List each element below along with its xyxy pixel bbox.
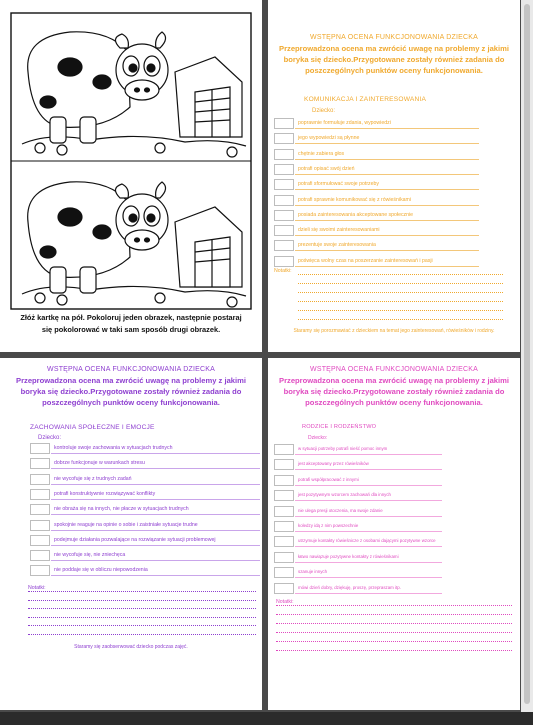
viewer-bottom-bar <box>0 712 533 725</box>
checklist-item <box>274 179 479 190</box>
notes-line[interactable] <box>298 283 503 284</box>
checklist-item <box>274 490 442 501</box>
checklist-underline <box>295 454 442 455</box>
notes-line[interactable] <box>276 632 512 633</box>
checklist-item-label: nie wycofuje się, nie zniechęca <box>54 552 126 559</box>
checkbox-cell[interactable] <box>274 195 294 206</box>
checklist-item-label: spokojnie reaguje na opinie o sobie i zaistniałe sytuacje trudne <box>54 521 198 528</box>
checkbox-cell[interactable] <box>274 490 294 501</box>
checklist-item-label: w sytuacji potrzeby potrafi nieść pomoc innym <box>298 446 388 451</box>
checklist-underline <box>51 545 260 546</box>
dziecko-label: Dziecko: <box>38 435 62 441</box>
checkbox-cell[interactable] <box>30 535 50 546</box>
checklist-item <box>274 552 442 563</box>
checklist-item <box>30 565 260 576</box>
checklist-item-label: kontroluje swoje zachowania w sytuacjach trudnych <box>54 445 173 451</box>
checklist-underline <box>295 266 479 267</box>
checklist-item-label: poświęca wolny czas na poszerzanie zainteresowań i pasji <box>298 257 433 264</box>
checklist-item-label: potrafi konstruktywnie rozwiązywać konflikty <box>54 490 156 497</box>
section-heading: KOMUNIKACJA I ZAINTERESOWANIA <box>304 96 427 103</box>
notes-line[interactable] <box>28 625 256 626</box>
dziecko-label: Dziecko: <box>312 108 336 114</box>
checklist-underline <box>295 235 479 236</box>
checklist-item-label: nie poddaje się w obliczu niepowodzenia <box>54 567 148 574</box>
checklist-underline <box>295 159 479 160</box>
notes-line[interactable] <box>28 634 256 635</box>
checkbox-cell[interactable] <box>274 583 294 594</box>
checklist-item <box>30 458 260 469</box>
checklist-item-label: nie wycofuje się z trudnych zadań <box>54 475 132 482</box>
checklist-item-label: potrafi sformułować swoje potrzeby <box>298 181 380 188</box>
checklist-item-label: dobrze funkcjonuje w warunkach stresu <box>54 460 145 467</box>
checklist-item <box>30 550 260 561</box>
page-footer: Staramy się porozmawiać z dzieckiem na temat jego zainteresowań, rówieśników i rodziny. <box>293 328 495 334</box>
checklist-underline <box>295 174 479 175</box>
checkbox-cell[interactable] <box>274 240 294 251</box>
checkbox-cell[interactable] <box>274 149 294 160</box>
checkbox-cell[interactable] <box>30 520 50 531</box>
section-heading: ZACHOWANIA SPOŁECZNE I EMOCJE <box>30 424 155 431</box>
cow-illustrations <box>10 12 252 312</box>
checklist-underline <box>51 468 260 469</box>
checklist-item-label: jego wypowiedzi są płynne <box>298 135 360 142</box>
notes-line[interactable] <box>276 605 512 606</box>
checklist-item <box>274 164 479 175</box>
checklist-item-label: koledzy idą z nim powszechnie <box>298 523 359 528</box>
checkbox-cell[interactable] <box>274 521 294 532</box>
notes-line[interactable] <box>28 600 256 601</box>
checkbox-cell[interactable] <box>30 458 50 469</box>
checkbox-cell[interactable] <box>30 550 50 561</box>
notes-line[interactable] <box>298 292 503 293</box>
coloring-page <box>0 0 262 352</box>
checklist-item <box>274 225 479 236</box>
notes-line[interactable] <box>276 614 512 615</box>
checklist-item <box>274 133 479 144</box>
checklist-underline <box>51 484 260 485</box>
checklist-underline <box>295 500 442 501</box>
checklist-item <box>274 459 442 470</box>
checklist-item <box>274 506 442 517</box>
checklist-item <box>274 444 442 455</box>
checklist-item <box>274 521 442 532</box>
checklist-item <box>30 504 260 515</box>
checklist-underline <box>295 562 442 563</box>
checklist-underline <box>295 128 479 129</box>
communication-assessment-page <box>268 0 520 352</box>
notes-label: Notatki: <box>274 268 292 274</box>
checkbox-cell[interactable] <box>30 443 50 454</box>
checklist-item-label: chętnie zabiera głos <box>298 150 345 157</box>
checklist-item <box>30 489 260 500</box>
checklist-item-label: mówi dzień dobry, dziękuję, proszę, przepraszam itp. <box>298 584 401 590</box>
page-intro: Przeprowadzona ocena ma zwrócić uwagę na problemy z jakimi boryka się dziecko.Przygotowane zostały również zadania do poszczególnych punktów oceny funkcjonowania. <box>279 376 509 407</box>
coloring-instruction: Złóż kartkę na pół. Pokoloruj jeden obrazek, następnie postaraj się pokolorować w taki sam sposób drugi obrazek. <box>20 313 242 334</box>
social-emotions-assessment-page <box>0 358 262 710</box>
checkbox-cell[interactable] <box>274 567 294 578</box>
checkbox-cell[interactable] <box>274 179 294 190</box>
scrollbar-thumb[interactable] <box>524 4 530 704</box>
checkbox-cell[interactable] <box>274 256 294 267</box>
checklist-item <box>274 240 479 251</box>
checklist-item <box>274 475 442 486</box>
checklist-underline <box>295 593 442 594</box>
checklist-item <box>274 149 479 160</box>
checklist-item <box>274 583 442 594</box>
checklist-item <box>274 118 479 129</box>
section-heading: RODZICE I RODZEŃSTWO <box>302 424 377 430</box>
checkbox-cell[interactable] <box>274 118 294 129</box>
checkbox-cell[interactable] <box>274 225 294 236</box>
checklist-item-label: potrafi współpracować z innymi <box>298 476 359 482</box>
checkbox-cell[interactable] <box>30 489 50 500</box>
checklist-underline <box>51 514 260 515</box>
checklist-item-label: jest akceptowany przez rówieśników <box>298 461 369 467</box>
dziecko-label: Dziecko: <box>308 435 328 441</box>
checkbox-cell[interactable] <box>274 459 294 470</box>
checklist-underline <box>51 575 260 576</box>
checklist-item <box>274 536 442 547</box>
checklist-underline <box>51 560 260 561</box>
checkbox-cell[interactable] <box>30 504 50 515</box>
checklist-underline <box>51 453 260 454</box>
checklist-underline <box>295 220 479 221</box>
checkbox-cell[interactable] <box>274 444 294 455</box>
notes-line[interactable] <box>298 274 503 275</box>
checklist-item-label: potrafi sprawnie komunikować się z rówieśnikami <box>298 196 412 203</box>
checklist-item-label: nie obraża się na innych, nie płacze w sytuacjach trudnych <box>54 506 189 513</box>
checklist-item <box>30 520 260 531</box>
checklist-item-label: nie ulega presji otoczenia, ma swoje zdanie <box>298 507 383 513</box>
checkbox-cell[interactable] <box>274 210 294 221</box>
checklist-item <box>30 535 260 546</box>
checkbox-cell[interactable] <box>274 536 294 547</box>
checkbox-cell[interactable] <box>274 133 294 144</box>
page-intro: Przeprowadzona ocena ma zwrócić uwagę na problemy z jakimi boryka się dziecko.Przygotowane zostały również zadania do poszczególnych punktów oceny funkcjonowania. <box>279 44 509 75</box>
checklist-item-label: dzieli się swoimi zainteresowaniami <box>298 227 380 234</box>
checklist-underline <box>295 205 479 206</box>
checkbox-cell[interactable] <box>274 552 294 563</box>
checklist-underline <box>295 485 442 486</box>
checklist-underline <box>295 531 442 532</box>
checklist-underline <box>295 469 442 470</box>
checklist-underline <box>295 143 479 144</box>
checklist-item <box>30 474 260 485</box>
notes-line[interactable] <box>298 319 503 320</box>
checklist-item-label: utrzymuje kontakty rówieśnicze z osobami dającymi pozytywne wzorce <box>298 538 436 544</box>
notes-line[interactable] <box>28 591 256 592</box>
checklist-underline <box>51 530 260 531</box>
checklist-underline <box>295 546 442 547</box>
checklist-item-label: prezentuje swoje zainteresowania <box>298 242 376 249</box>
checklist-underline <box>295 577 442 578</box>
checklist-item <box>274 256 479 267</box>
page-title: WSTĘPNA OCENA FUNKCJONOWANIA DZIECKA <box>310 34 478 41</box>
page-intro: Przeprowadzona ocena ma zwrócić uwagę na problemy z jakimi boryka się dziecko.Przygotowane zostały również zadania do poszczególnych punktów oceny funkcjonowania. <box>16 376 246 407</box>
notes-line[interactable] <box>28 617 256 618</box>
checklist-item-label: posiada zainteresowania akceptowane społecznie <box>298 211 414 218</box>
checklist-item-label: jest pozytywnym wzorcem zachowań dla innych <box>298 492 391 498</box>
checklist-underline <box>295 250 479 251</box>
checklist-item <box>30 443 260 454</box>
checklist-item-label: podejmuje działania pozwalające na rozwiązanie sytuacji problemowej <box>54 536 216 543</box>
checkbox-cell[interactable] <box>30 474 50 485</box>
checkbox-cell[interactable] <box>30 565 50 576</box>
checklist-item-label: łatwo nawiązuje pozytywne kontakty z rówieśnikami <box>298 553 399 559</box>
checklist-underline <box>51 499 260 500</box>
notes-label: Notatki: <box>28 585 46 591</box>
checklist-underline <box>295 516 442 517</box>
checklist-item-label: poprawnie formułuje zdania, wypowiedzi <box>298 120 391 126</box>
checklist-item <box>274 210 479 221</box>
notes-line[interactable] <box>298 301 503 302</box>
notes-line[interactable] <box>276 641 512 642</box>
checklist-underline <box>295 189 479 190</box>
checklist-item <box>274 195 479 206</box>
checkbox-cell[interactable] <box>274 506 294 517</box>
vertical-scrollbar[interactable] <box>521 0 533 712</box>
checkbox-cell[interactable] <box>274 475 294 486</box>
page-title: WSTĘPNA OCENA FUNKCJONOWANIA DZIECKA <box>310 366 478 373</box>
family-assessment-page <box>268 358 520 710</box>
notes-line[interactable] <box>28 608 256 609</box>
checklist-item-label: szanuje innych <box>298 569 328 575</box>
checklist-item-label: potrafi opisać swój dzień <box>298 165 355 172</box>
notes-line[interactable] <box>298 310 503 311</box>
page-footer: Staramy się zaobserwować dziecko podczas zajęć. <box>74 644 188 650</box>
notes-label: Notatki: <box>276 599 294 605</box>
checklist-item <box>274 567 442 578</box>
page-title: WSTĘPNA OCENA FUNKCJONOWANIA DZIECKA <box>47 366 215 373</box>
checkbox-cell[interactable] <box>274 164 294 175</box>
notes-line[interactable] <box>276 623 512 624</box>
notes-line[interactable] <box>276 650 512 651</box>
